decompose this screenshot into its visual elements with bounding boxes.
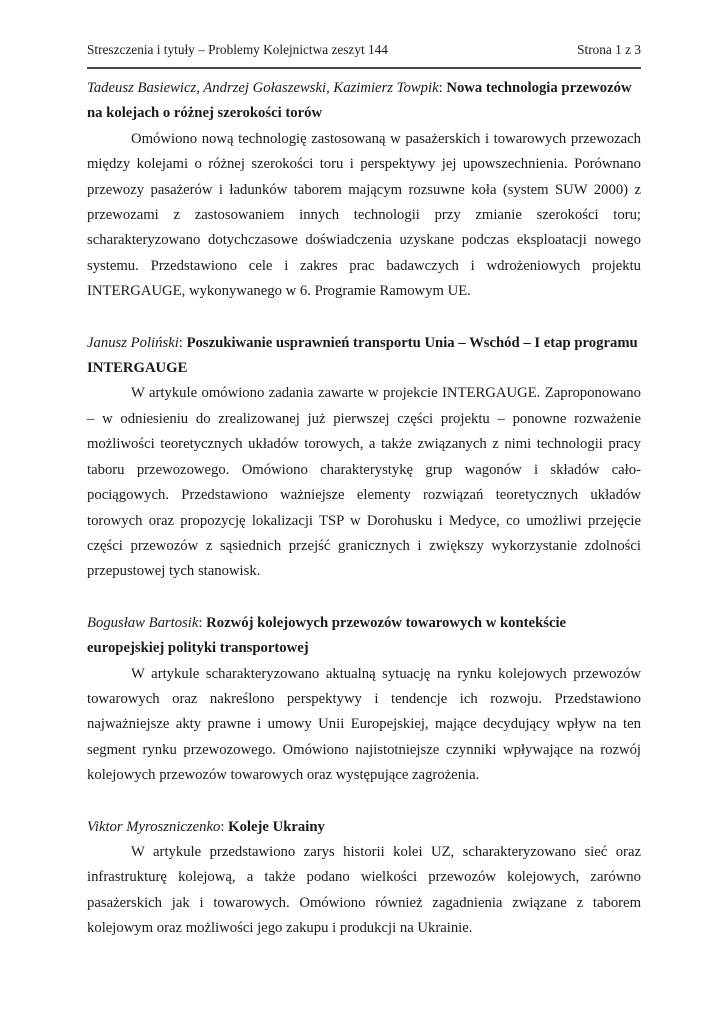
page-content [87, 76, 641, 968]
article-1 [87, 76, 641, 305]
article-authors: Bogusław Bartosik [87, 614, 199, 631]
article-title [87, 611, 641, 662]
title-separator: : [438, 80, 447, 96]
article-heading: Poszukiwanie usprawnień transportu Unia – Wschód – I etap programu INTERGAUGE [87, 334, 638, 377]
article-title [87, 815, 641, 840]
page-number: Strona 1 z 3 [577, 42, 641, 57]
article-heading: Rozwój kolejowych przewozów towarowych w kontekście europejskiej polityki transportowej [87, 614, 567, 657]
article-body: W artykule scharakteryzowano aktualną sytuację na rynku kolejowych przewozów towarowych oraz nakreślono perspektywy i tendencje ich rozwoju. Przedstawiono najważniejsze akty prawne i umowy Unii Europejskiej, mające decydujący wpływ na ten segment rynku przewozowego. Omówiono najistotniejsze czynniki wpływające na rozwój kolejowych przewozów towarowych oraz występujące zagrożenia. [87, 665, 641, 784]
header-divider [87, 67, 641, 69]
article-heading: Nowa technologia przewozów na kolejach o różnej szerokości torów [87, 80, 632, 122]
article-authors: Janusz Poliński [87, 334, 179, 351]
article-3 [87, 611, 641, 789]
title-separator: : [178, 334, 187, 351]
article-heading: Koleje Ukrainy [228, 818, 325, 835]
header-title: Streszczenia i tytuły – Problemy Kolejnictwa zeszyt 144 [87, 42, 388, 57]
article-body: W artykule omówiono zadania zawarte w projekcie INTERGAUGE. Zaproponowano – w odniesieniu do zrealizowanej już pierwszej części projektu – ponowne rozważenie możliwości teoretycznych układów torowych, a także związanych z nimi technologii pracy taboru przewozowego. Omówiono charakterystykę grup wagonów i składów cało-pociągowych. Przedstawiono ważniejsze elementy rozwiązań teoretycznych układów torowych oraz propozycję lokalizacji TSP w Dorohusku i Medyce, co umożliwi przejęcie części przewozów z sąsiednich przejść granicznych i zwiększy wykorzystanie zdolności przepustowej tych stanowisk. [87, 385, 641, 580]
article-4 [87, 815, 641, 942]
article-body: W artykule przedstawiono zarys historii kolei UZ, scharakteryzowano sieć oraz infrastrukturę kolejową, a także podano wielkości przewozów kolejowych, zarówno pasażerskich jak i towarowych. Omówiono również zagadnienia związane z taborem kolejowym oraz możliwości jego zakupu i produkcji na Ukrainie. [87, 843, 641, 937]
article-title [87, 331, 641, 382]
title-separator: : [198, 614, 207, 631]
article-body: Omówiono nową technologię zastosowaną w pasażerskich i towarowych przewozach między kolejami o różnej szerokości toru i perspektywy jej upowszechnienia. Porównano przewozy pasażerów i ładunków taborem mającym rozsuwne koła (system SUW 2000) z przewozami z zastosowaniem innych technologii przy zmianie szerokości toru; scharakteryzowano dotychczasowe doświadczenia uzyskane podczas eksploatacji nowego systemu. Przedstawiono cele i zakres prac badawczych i wdrożeniowych projektu INTERGAUGE, wykonywanego w 6. Programie Ramowym UE. [87, 130, 641, 300]
article-2 [87, 331, 641, 585]
article-authors: Tadeusz Basiewicz, Andrzej Gołaszewski, Kazimierz Towpik [87, 80, 439, 96]
page-header [87, 42, 641, 58]
article-authors: Viktor Myroszniczenko [87, 818, 221, 835]
article-title [87, 76, 641, 127]
title-separator: : [220, 818, 229, 835]
